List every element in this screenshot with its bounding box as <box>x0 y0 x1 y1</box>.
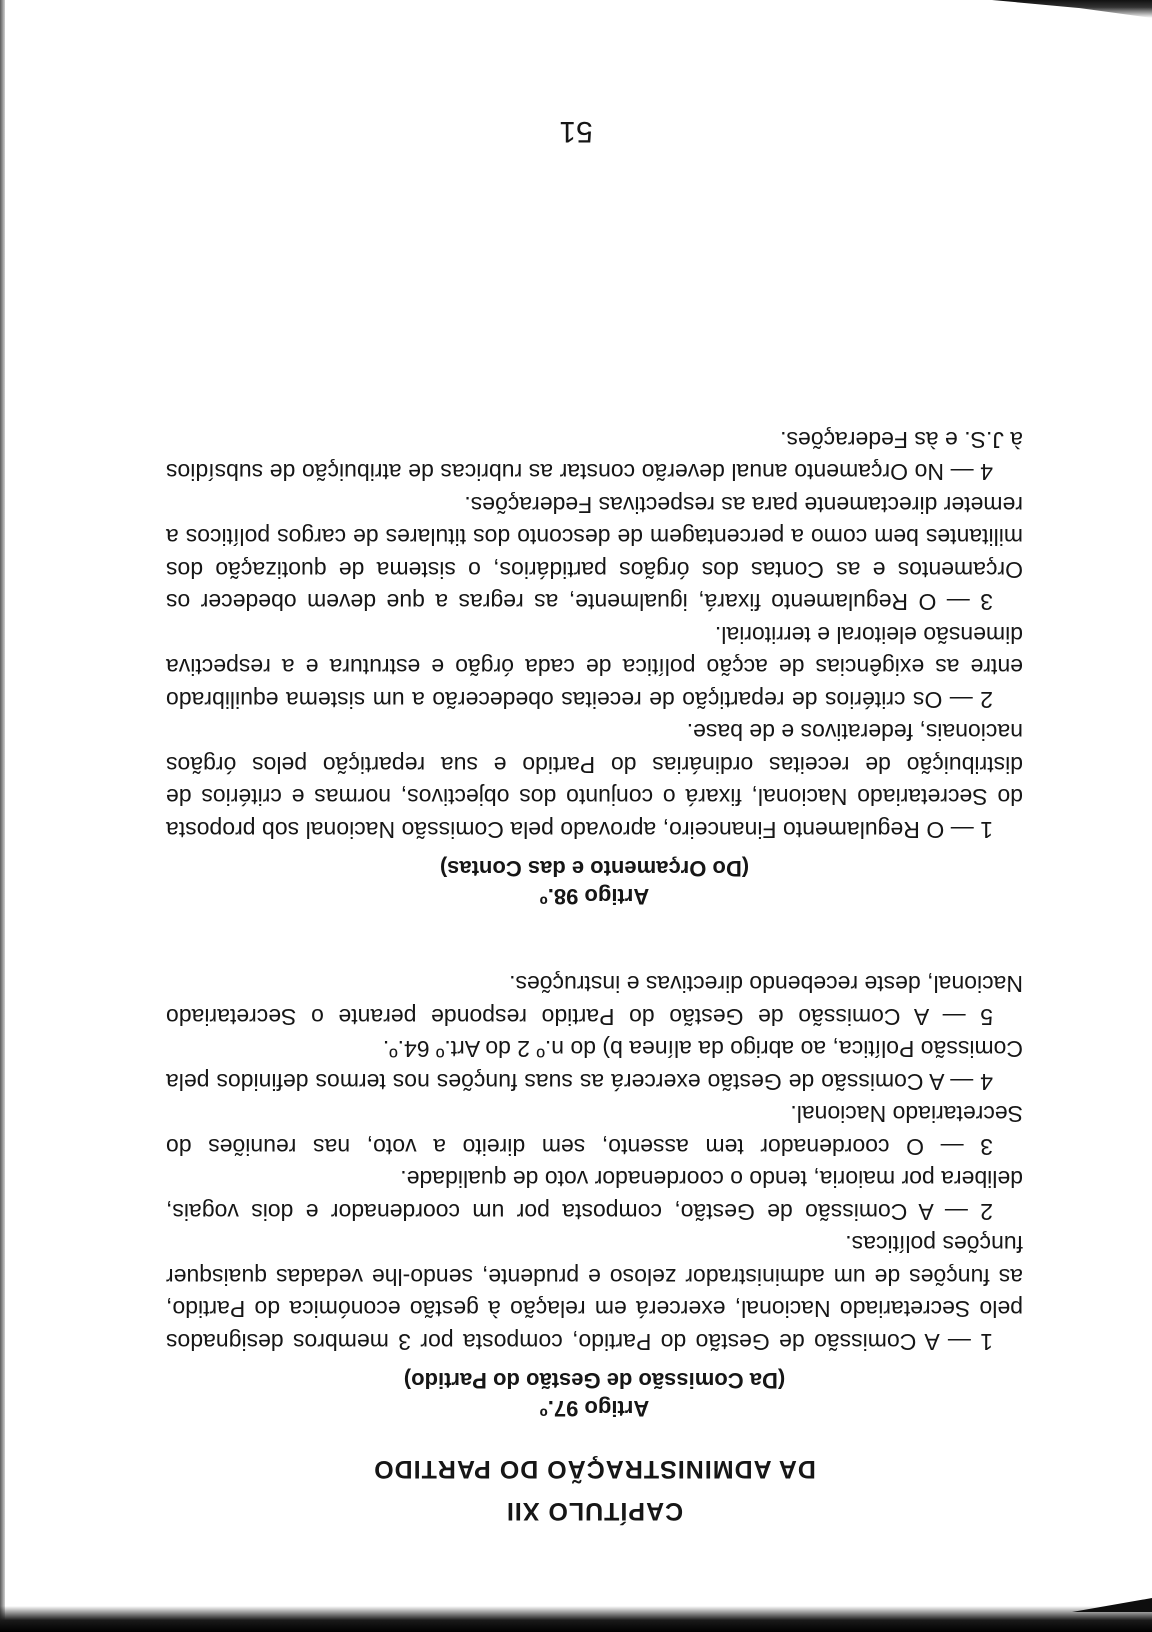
article-paragraph: 1 — A Comissão de Gestão do Partido, composta por 3 membros designados pelo Secretariado Nacional, exercerá em relação à gestão económica do Partido, as funções de um administrador zeloso e prudente, sendo-lhe vedadas quaisquer funções políticas. <box>166 1231 1023 1355</box>
scan-edge-left <box>0 0 5 1632</box>
article-paragraph: 3 — O coordenador tem assento, sem direito a voto, nas reuniões do Secretariado Nacional. <box>166 1101 1023 1160</box>
page-number: 51 <box>559 115 593 148</box>
article-number: Artigo 97.º <box>539 1396 650 1421</box>
article-paragraph: 5 — A Comissão de Gestão do Partido responde perante o Secretariado Nacional, deste recebendo directivas e instruções. <box>166 971 1023 1030</box>
article-paragraph: 2 — A Comissão de Gestão, composta por um coordenador e dois vogais, delibera por maioria, tendo o coordenador voto de qualidade. <box>166 1166 1023 1225</box>
article-number: Artigo 98.º <box>539 884 650 909</box>
chapter-number: CAPÍTULO XII <box>505 1497 684 1525</box>
article-heading: (Do Orçamento e das Contas) <box>439 856 750 881</box>
chapter-title: DA ADMINISTRAÇÃO DO PARTIDO <box>373 1455 816 1483</box>
article-paragraph: 2 — Os critérios de repartição de receitas obedecerão a um sistema equilibrado entre as exigências de acção política de cada órgão e estrutura e a respectiva dimensão eleitoral e territorial. <box>166 622 1023 713</box>
article-paragraph: 4 — No Orçamento anual deverão constar as rubricas de atribuição de subsídios à J.S. e às Federações. <box>166 427 1023 486</box>
scan-edge-bottom <box>0 1606 1152 1632</box>
article-paragraph: 3 — O Regulamento fixará, igualmente, as regras a que devem obedecer os Orçamentos e as Contas dos órgãos partidários, o sistema de quotização dos militantes bem como a percentagem de desconto dos titulares de cargos políticos a remeter directamente para as respectivas Federações. <box>166 492 1023 616</box>
page-content <box>166 424 1023 1530</box>
article-heading: (Da Comissão de Gestão do Partido) <box>403 1368 786 1393</box>
article-98 <box>166 424 1023 911</box>
article-paragraph: 4 — A Comissão de Gestão exercerá as suas funções nos termos definidos pela Comissão Política, ao abrigo da alínea b) do n.º 2 do Art.º 64.º. <box>166 1036 1023 1095</box>
article-paragraph: 1 — O Regulamento Financeiro, aprovado pela Comissão Nacional sob proposta do Secretariado Nacional, fixará o conjunto dos objectivos, normas e critérios de distribuição de receitas ordinárias do Partido e sua repartição pelos órgãos nacionais, federativos e de base. <box>166 719 1023 843</box>
article-97 <box>166 968 1023 1422</box>
